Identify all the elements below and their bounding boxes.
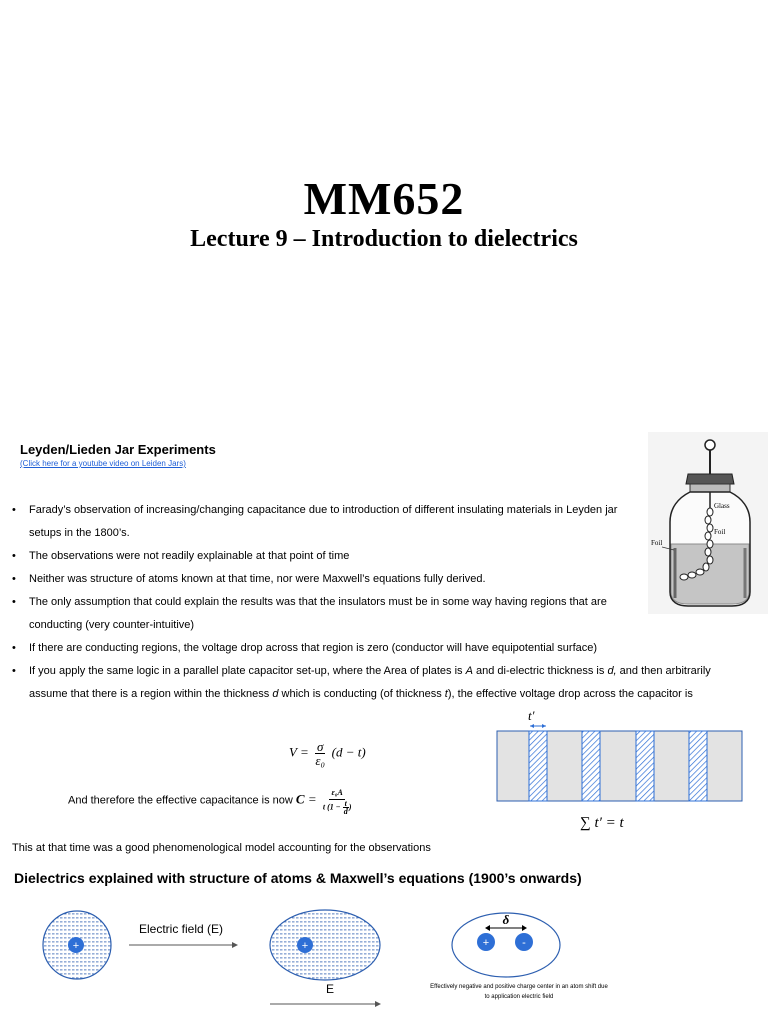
glass-label: Glass: [714, 502, 730, 510]
bullet-item: • Farady’s observation of increasing/changing capacitance due to introduction of different insulating materials in Leyden jar setups in the 1800’s.: [12, 499, 652, 545]
electric-field-label: Electric field (E): [139, 922, 224, 936]
bullet-item-capacitor: • If you apply the same logic in a parallel plate capacitor set-up, where the Area of plates is A and di-electric thickness is d, and then arbitrarily assume that there is a region within the thickness d which is conducting (of thickness t), the effective voltage drop across the capacitor is: [12, 660, 729, 706]
youtube-video-link[interactable]: (Click here for a youtube video on Leiden Jars): [20, 459, 186, 468]
plus-sign: +: [482, 937, 490, 949]
leyden-jar-illustration: [648, 432, 768, 614]
conducting-region: [582, 731, 600, 801]
course-title: MM652: [303, 173, 465, 224]
conducting-region: [636, 731, 654, 801]
lecture-subtitle: Lecture 9 – Introduction to dielectrics: [190, 226, 578, 252]
e-label: E: [326, 982, 335, 996]
voltage-formula: V = $\frac{\sigma}{\text{ε₀}}$ (d − t): [289, 739, 366, 768]
charge-shift-caption: Effectively negative and positive charge center in an atom shift due to application electric field: [430, 984, 608, 1000]
minus-sign: -: [522, 937, 526, 949]
plus-sign: +: [72, 940, 80, 952]
atoms-heading: Dielectrics explained with structure of atoms & Maxwell’s equations (1900’s onwards): [14, 870, 582, 886]
section-heading: Leyden/Lieden Jar Experiments: [20, 442, 216, 457]
foil-label-right: Foil: [714, 528, 726, 536]
plus-sign: +: [301, 940, 309, 952]
polarized-atom: [270, 910, 380, 980]
conducting-region: [689, 731, 707, 801]
bullet-item: • The only assumption that could explain the results was that the insulators must be in some way having regions that are conducting (very counter-intuitive): [12, 591, 652, 637]
tprime-label: t′: [528, 708, 535, 723]
capacitance-statement: And therefore the effective capacitance is now C = ε₀A t (1 − $\frac{t}{d}$ ): [68, 788, 352, 816]
foil-label-left: Foil: [651, 539, 663, 547]
bullet-item: • Neither was structure of atoms known at that time, nor were Maxwell’s equations fully derived.: [12, 568, 652, 591]
capacitor-diagram: [496, 722, 744, 804]
conducting-region: [529, 731, 547, 801]
bullet-item: • If there are conducting regions, the voltage drop across that region is zero (conductor will have equipotential surface): [12, 637, 652, 660]
bullet-item: • The observations were not readily explainable at that point of time: [12, 545, 652, 568]
atom-polarization-diagram: [0, 900, 768, 1010]
sum-formula: ∑ t′ = t: [580, 815, 624, 831]
delta-symbol: δ: [502, 912, 510, 927]
phenomenological-note: This at that time was a good phenomenological model accounting for the observations: [12, 842, 431, 854]
